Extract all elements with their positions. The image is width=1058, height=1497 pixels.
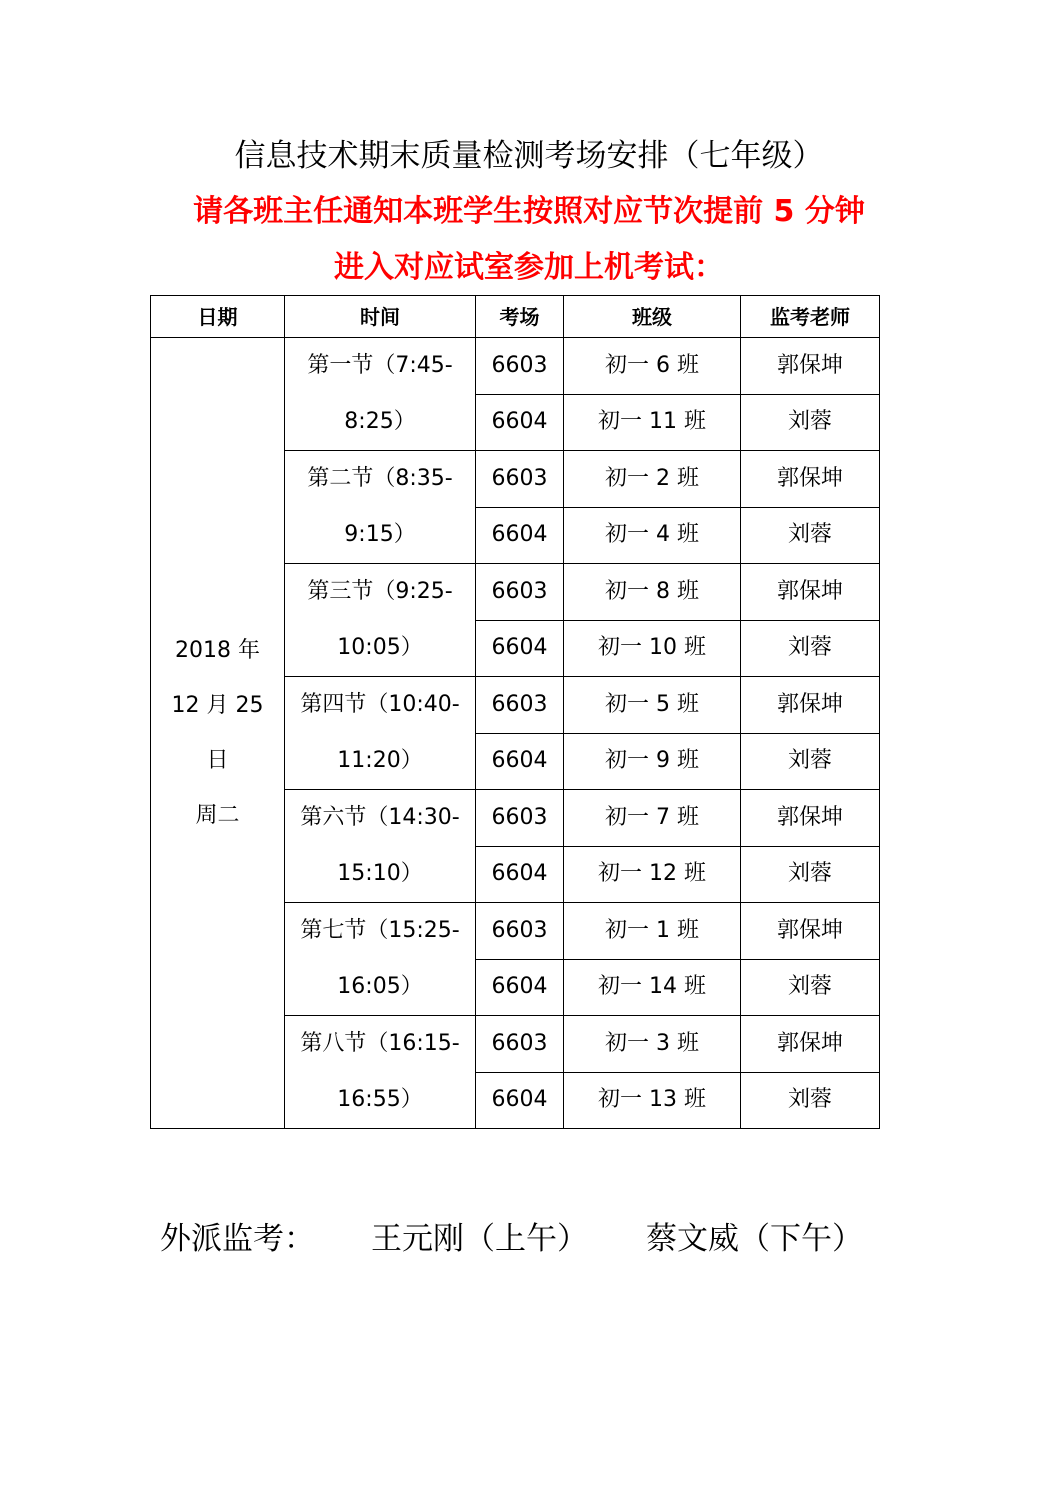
class-cell: 初一 12 班: [564, 846, 741, 903]
header-time: 时间: [285, 296, 476, 338]
room-cell: 6604: [476, 507, 564, 564]
room-cell: 6603: [476, 903, 564, 960]
date-cell: [151, 338, 285, 1129]
header-class: 班级: [564, 296, 741, 338]
class-cell: 初一 4 班: [564, 507, 741, 564]
room-cell: 6603: [476, 338, 564, 395]
class-cell: 初一 11 班: [564, 394, 741, 451]
table-body: [151, 338, 880, 1129]
room-cell: 6604: [476, 733, 564, 790]
date-line: 2018 年: [175, 638, 260, 663]
class-cell: 初一 2 班: [564, 451, 741, 508]
teacher-cell: 刘蓉: [741, 846, 880, 903]
room-cell: 6603: [476, 790, 564, 847]
class-cell: 初一 1 班: [564, 903, 741, 960]
header-teacher: 监考老师: [741, 296, 880, 338]
room-cell: 6604: [476, 620, 564, 677]
teacher-cell: 郭保坤: [741, 451, 880, 508]
class-cell: 初一 13 班: [564, 1072, 741, 1129]
class-cell: 初一 14 班: [564, 959, 741, 1016]
class-cell: 初一 8 班: [564, 564, 741, 621]
external-invigilators-label: 外派监考：: [160, 1221, 315, 1257]
room-cell: 6604: [476, 394, 564, 451]
teacher-cell: 郭保坤: [741, 790, 880, 847]
notice-line-1: 请各班主任通知本班学生按照对应节次提前 5 分钟: [193, 194, 865, 229]
time-cell: [285, 338, 476, 451]
time-cell: [285, 677, 476, 790]
class-cell: 初一 5 班: [564, 677, 741, 734]
time-line: 第一节（7:45-: [307, 353, 453, 378]
teacher-cell: 郭保坤: [741, 338, 880, 395]
time-line: 16:55）: [337, 1087, 423, 1112]
notice-line-2: 进入对应试室参加上机考试：: [334, 250, 724, 285]
page-title: 信息技术期末质量检测考场安排（七年级）: [234, 138, 824, 174]
date-line: 12 月 25: [171, 693, 264, 718]
room-cell: 6603: [476, 564, 564, 621]
teacher-cell: 刘蓉: [741, 733, 880, 790]
time-line: 16:05）: [337, 974, 423, 999]
class-cell: 初一 3 班: [564, 1016, 741, 1073]
time-line: 第七节（15:25-: [300, 918, 460, 943]
teacher-cell: 郭保坤: [741, 903, 880, 960]
teacher-cell: 郭保坤: [741, 564, 880, 621]
time-line: 第三节（9:25-: [307, 579, 453, 604]
teacher-cell: 郭保坤: [741, 1016, 880, 1073]
class-cell: 初一 9 班: [564, 733, 741, 790]
teacher-cell: 刘蓉: [741, 394, 880, 451]
time-line: 15:10）: [337, 861, 423, 886]
date-line: 周二: [195, 803, 240, 828]
class-cell: 初一 10 班: [564, 620, 741, 677]
room-cell: 6604: [476, 1072, 564, 1129]
time-cell: [285, 903, 476, 1016]
room-cell: 6603: [476, 1016, 564, 1073]
class-cell: 初一 6 班: [564, 338, 741, 395]
time-cell: [285, 451, 476, 564]
table-row: [151, 338, 880, 395]
time-line: 10:05）: [337, 635, 423, 660]
time-line: 8:25）: [344, 409, 416, 434]
table-header-row: [151, 296, 880, 338]
external-invigilators: [160, 1216, 863, 1262]
teacher-cell: 刘蓉: [741, 620, 880, 677]
time-line: 11:20）: [337, 748, 423, 773]
date-line: 日: [206, 748, 229, 773]
class-cell: 初一 7 班: [564, 790, 741, 847]
time-line: 9:15）: [344, 522, 416, 547]
pm-invigilator: 蔡文威（下午）: [646, 1221, 863, 1257]
am-invigilator: 王元刚（上午）: [371, 1221, 588, 1257]
exam-schedule-table: [150, 295, 880, 1129]
room-cell: 6604: [476, 959, 564, 1016]
teacher-cell: 郭保坤: [741, 677, 880, 734]
time-cell: [285, 1016, 476, 1129]
time-line: 第八节（16:15-: [300, 1031, 460, 1056]
header-room: 考场: [476, 296, 564, 338]
time-line: 第四节（10:40-: [300, 692, 460, 717]
room-cell: 6603: [476, 451, 564, 508]
time-cell: [285, 790, 476, 903]
time-cell: [285, 564, 476, 677]
room-cell: 6603: [476, 677, 564, 734]
room-cell: 6604: [476, 846, 564, 903]
teacher-cell: 刘蓉: [741, 1072, 880, 1129]
time-line: 第二节（8:35-: [307, 466, 453, 491]
teacher-cell: 刘蓉: [741, 507, 880, 564]
time-line: 第六节（14:30-: [300, 805, 460, 830]
teacher-cell: 刘蓉: [741, 959, 880, 1016]
header-date: 日期: [151, 296, 285, 338]
